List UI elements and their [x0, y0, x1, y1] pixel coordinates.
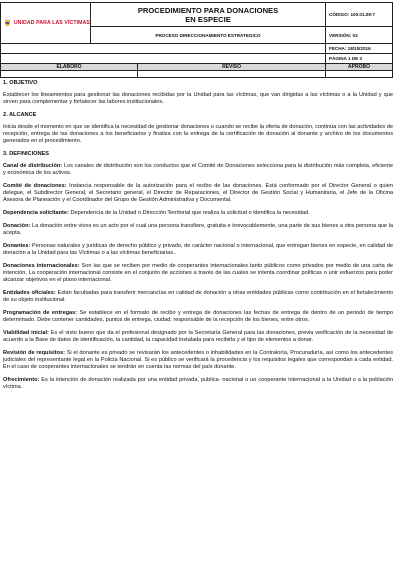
definitions-heading: 3. DEFINICIONES	[3, 151, 50, 157]
objective-text: Establecer los lineamientos para gestionar las donaciones recibidas por la Unidad para las víctimas, que van dirigidas a las víctimas o a la Unidad y que sirven para complementar y fortalecer las labores institucionales.	[3, 92, 393, 105]
logo-text: UNIDAD PARA LAS VÍCTIMAS	[13, 20, 90, 26]
definitions-list	[3, 163, 393, 391]
definition-item	[3, 290, 393, 304]
definition-text: Son las que se reciben por medio de cooperantes internacionales tanto públicos como privados por medio de una carta de intención. La cooperación internacional consiste en el conjunto de acciones a través de las cuales se intenta coordinar políticas o unir esfuerzos para poder alcanzar objetivos en el plano internacional.	[3, 263, 393, 283]
definition-item	[3, 263, 393, 284]
definition-term: Dependencia solicitante:	[3, 210, 69, 216]
document-code: CÓDIGO: 100.01.08-7	[326, 3, 393, 27]
definition-term: Donantes:	[3, 243, 31, 249]
scope-heading: 2. ALCANCE	[3, 112, 37, 118]
document-date: FECHA: 18/10/2016	[326, 44, 393, 54]
page-number: PÁGINA 1 DE 3	[326, 54, 393, 64]
objective-heading: 1. OBJETIVO	[3, 80, 38, 86]
definition-text: Los canales de distribución son los conductos que el Comité de Donaciones selecciona para la distribución más completa, eficiente y económica de los activos.	[3, 163, 393, 176]
definition-text: Personas naturales y jurídicas de derecho público y privado, de carácter nacional o internacional, que entregan bienes en especie, en calidad de donación a la Unidad para las Víctimas o a las víctimas beneficiarias..	[3, 243, 393, 256]
title-line-1: PROCEDIMIENTO PARA DONACIONES	[137, 5, 279, 15]
process-name: PROCESO DIRECCIONAMIENTO ESTRATEGICO	[91, 27, 326, 44]
approved-by-value	[326, 71, 393, 78]
title-line-2: EN ESPECIE	[185, 14, 231, 24]
definition-item	[3, 210, 393, 217]
header-spacer	[1, 44, 326, 54]
definition-text: La donación entre vivos es un acto por el cual una persona transfiere, gratuita e irrevocablemente, una parte de sus bienes a otra persona que la acepta.	[3, 223, 393, 236]
definition-text: Es la intención de donación realizada por una entidad privada, publica- nacional o un cooperante internacional a la Unidad o a la población víctima.	[3, 377, 393, 390]
definition-item	[3, 243, 393, 257]
prepared-by-label: ELABORO	[1, 64, 138, 71]
document-header-table	[0, 2, 393, 78]
colombia-shield-icon	[5, 16, 10, 30]
definition-term: Comité de donaciones:	[3, 183, 67, 189]
definition-term: Entidades oficiales:	[3, 290, 56, 296]
definition-text: Instancia responsable de la autorización para el recibo de las donaciones. Está conformado por el Director General o quien delegue, el Subdirector General, el Secretario general, el Director de Reparaciones, el Director de Gestión Social y Humanitaria, el Jefe de la Oficina Asesora de Planeación y el Coordinador del Grupo de Gestión Administrativa y Documental.	[3, 183, 393, 203]
definition-item	[3, 330, 393, 344]
definition-text: Dependencia de la Unidad o Dirección Territorial que realiza la solicitud o identifica la necesidad.	[68, 210, 310, 216]
definition-item	[3, 223, 393, 237]
reviewed-by-label: REVISO	[138, 64, 326, 71]
reviewed-by-value	[138, 71, 326, 78]
header-spacer	[1, 54, 326, 64]
definition-item	[3, 350, 393, 371]
definition-item	[3, 310, 393, 324]
definition-item	[3, 377, 393, 391]
document-body	[3, 80, 393, 397]
definition-item	[3, 183, 393, 204]
definition-term: Revisión de requisitos:	[3, 350, 65, 356]
definition-text: Se establece en el formato de recibo y entrega de donaciones las fechas de entrega de dentro de un periodo de tiempo determinado. Debe contener cantidades, puntos de entrega, ciudad, responsable de la recepción de los bienes, entre otros.	[3, 310, 393, 323]
scope-text: Inicia desde el momento en que se identifica la necesidad de gestionar donaciones o cuando se recibe la oferta de donación, continúa con las actividades de recepción, entrega de las donaciones a los beneficiarios y finaliza con la entrega de la certificación de donación al donante y archivo de los documentos generados en el procedimiento.	[3, 124, 393, 144]
definition-term: Canal de distribución:	[3, 163, 63, 169]
approved-by-label: APROBO	[326, 64, 393, 71]
definition-term: Ofrecimiento:	[3, 377, 40, 383]
document-version: VERSIÓN: 03	[326, 27, 393, 44]
definition-term: Donaciones internacionales:	[3, 263, 80, 269]
definition-term: Donación:	[3, 223, 31, 229]
definition-text: Si el donante es privado se revisarán los antecedentes o inhabilidades en la Contraloría, Procuraduría, así como los antecedentes judiciales del representante legal en la Policía Nacional. Si es público se verificará la procedencia y los requisitos legales que correspondan a cada entidad. En el caso de cooperantes internacionales se tendrán en cuenta las normas del país donante.	[3, 350, 394, 370]
definition-term: Programación de entregas:	[3, 310, 78, 316]
definition-text: Es el visto bueno que da el profesional designado por la Secretaría General para las donaciones, previa verificación de la necesidad de acuerdo a la Base de datos de identificación, la cantidad, la capacidad instalada para recibirla y el tipo de elementos a donar.	[3, 330, 393, 343]
definition-term: Viabilidad inicial:	[3, 330, 49, 336]
unidad-victimas-logo	[1, 16, 90, 30]
prepared-by-value	[1, 71, 138, 78]
definition-item	[3, 163, 393, 177]
logo-cell	[1, 3, 91, 44]
definition-text: Están facultadas para transferir mercancías en calidad de donación a otras entidades públicas como contribución en el fortalecimiento de su objeto institucional.	[3, 290, 393, 303]
document-title	[91, 3, 326, 27]
